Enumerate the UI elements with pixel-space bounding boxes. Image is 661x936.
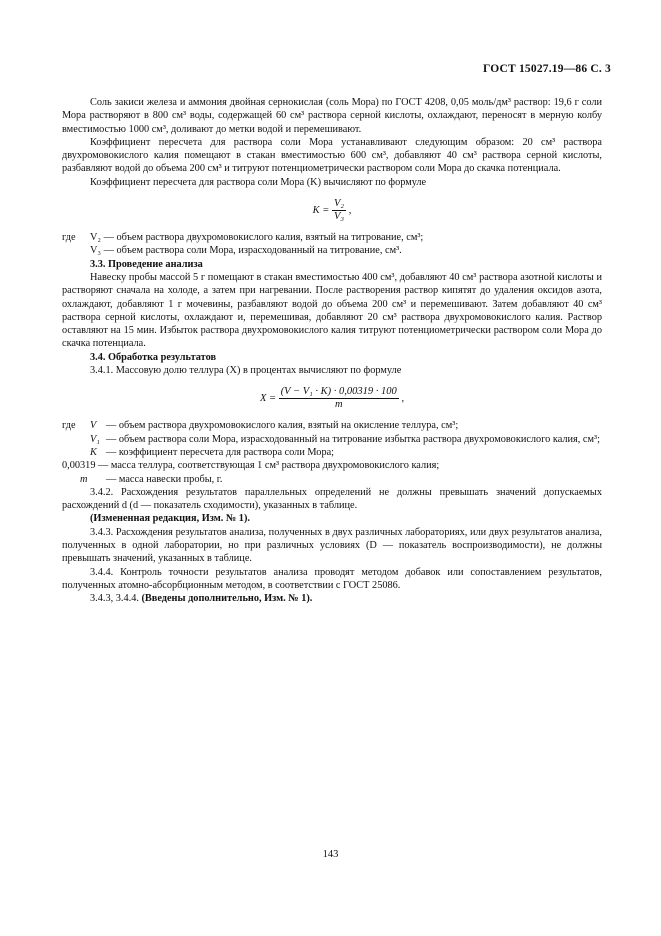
where1-v3: V₃ — объем раствора соли Мора, израсходованный на титрование, см³. — [90, 245, 402, 257]
formula-x-tail: , — [401, 393, 405, 405]
amendment-note-2-text: (Введены дополнительно, Изм. № 1). — [141, 593, 313, 605]
formula-k-fraction — [332, 198, 346, 223]
where2-text: — объем раствора двухромовокислого калия, взятый на окисление теллура, см³; — [106, 420, 459, 432]
where2-mass-symbol: m — [80, 473, 88, 485]
where2-symbol: V — [90, 420, 97, 432]
formula-k-op: = — [322, 204, 330, 216]
amendment-note-1: (Измененная редакция, Изм. № 1). — [90, 513, 250, 525]
document-body — [62, 96, 602, 606]
where2-mass-text: — масса навески пробы, г. — [106, 473, 223, 485]
where2-symbol: K — [90, 446, 97, 458]
formula-x-fraction — [279, 386, 399, 411]
formula-k — [62, 198, 602, 223]
paragraph-3-4-3: 3.4.3. Расхождения результатов анализа, полученных в двух различных лабораториях, или двух результатов анализа, полученных в одной лаборатории, но при различных условиях (D — показатель воспроизводимости), не должны превышать значений, указанных в таблице. — [62, 526, 602, 565]
where2-constant: 0,00319 — масса теллура, соответствующая 1 см³ раствора двухромовокислого калия; — [62, 460, 440, 472]
paragraph-analysis-procedure: Навеску пробы массой 5 г помещают в стакан вместимостью 400 см³, добавляют 40 см³ раствора азотной кислоты и растворяют сначала на холоде, а затем при нагревании. После растворения раствор кипятят до удаления оксидов азота, охлаждают, добавляют 1 г мочевины, разбавляют водой до объема 200 см³ и перемешивают. Затем добавляют 40 см³ раствора серной кислоты, охлаждают и, перемешивая, добавляют 20 см³ раствора двухромовокислого калия. Раствор оставляют на 15 мин. Избыток раствора двухромовокислого калия титруют потенциометрически раствором соли Мора до скачка потенциала. — [62, 271, 602, 350]
section-heading-3-3: 3.3. Проведение анализа — [90, 258, 203, 270]
formula-x-numerator: (V − V₁ · K) · 0,00319 · 100 — [280, 386, 397, 398]
paragraph-3-4-4: 3.4.4. Контроль точности результатов анализа проводят методом добавок или сопоставлением результатов, полученных атомно-абсорбционным методом, в соответствии с ГОСТ 25086. — [62, 566, 602, 591]
where2-text: — объем раствора соли Мора, израсходованный на титрование избытка раствора двухромовокислого калия, см³; — [106, 433, 600, 445]
paragraph-coefficient-formula-intro: Коэффициент пересчета для раствора соли Мора (K) вычисляют по формуле — [90, 176, 427, 188]
section-heading-3-4: 3.4. Обработка результатов — [90, 351, 217, 363]
where2-item — [90, 446, 600, 459]
formula-k-numerator: V₂ — [334, 198, 345, 210]
paragraph-mohr-salt: Соль закиси железа и аммония двойная сернокислая (соль Мора) по ГОСТ 4208, 0,05 моль/дм³ раствор: 19,6 г соли Мора растворяют в 800 см³ воды, содержащей 60 см³ раствора серной кислоты, охлаждают, переносят в мерную колбу вместимостью 1000 см³, доливают до метки водой и перемешивают. — [62, 97, 602, 135]
where-label-1: где — [62, 232, 76, 244]
where-block-1 — [62, 231, 602, 258]
amendment-note-2 — [62, 592, 602, 605]
where2-item — [90, 419, 600, 432]
formula-x — [62, 386, 602, 411]
where2-item — [90, 433, 600, 446]
paragraph-3-4-1: 3.4.1. Массовую долю теллура (X) в процентах вычисляют по формуле — [90, 365, 402, 377]
where1-v2: V₂ — объем раствора двухромовокислого калия, взятый на титрование, см³; — [90, 232, 424, 244]
page-number: 143 — [322, 849, 339, 860]
formula-k-denominator: V₃ — [334, 211, 345, 223]
where2-text: — коэффициент пересчета для раствора соли Мора; — [106, 446, 335, 458]
where-block-2 — [62, 419, 602, 459]
formula-x-denominator: m — [334, 399, 343, 411]
amendment-note-2-prefix: 3.4.3, 3.4.4. — [90, 593, 142, 605]
page-header: ГОСТ 15027.19—86 С. 3 — [483, 63, 611, 75]
where-label-2: где — [62, 420, 76, 432]
where2-mass — [62, 473, 602, 486]
formula-k-tail: , — [348, 204, 352, 216]
paragraph-3-4-2: 3.4.2. Расхождения результатов параллельных определений не должны превышать значений допускаемых расхождений d (d — показатель сходимости), указанных в таблице. — [62, 486, 602, 512]
formula-k-lhs: K — [312, 204, 320, 216]
where2-symbol: V₁ — [90, 433, 100, 445]
paragraph-coefficient-setup: Коэффициент пересчета для раствора соли Мора устанавливают следующим образом: 20 см³ раствора двухромовокислого калия помещают в стакан вместимостью 600 см³, добавляют 40 см³ раствора серной кислоты, разбавляют водой до объема 200 см³ и титруют потенциометрически раствором соли Мора до скачка потенциала. — [62, 136, 602, 175]
formula-x-lhs: X = — [259, 393, 277, 405]
